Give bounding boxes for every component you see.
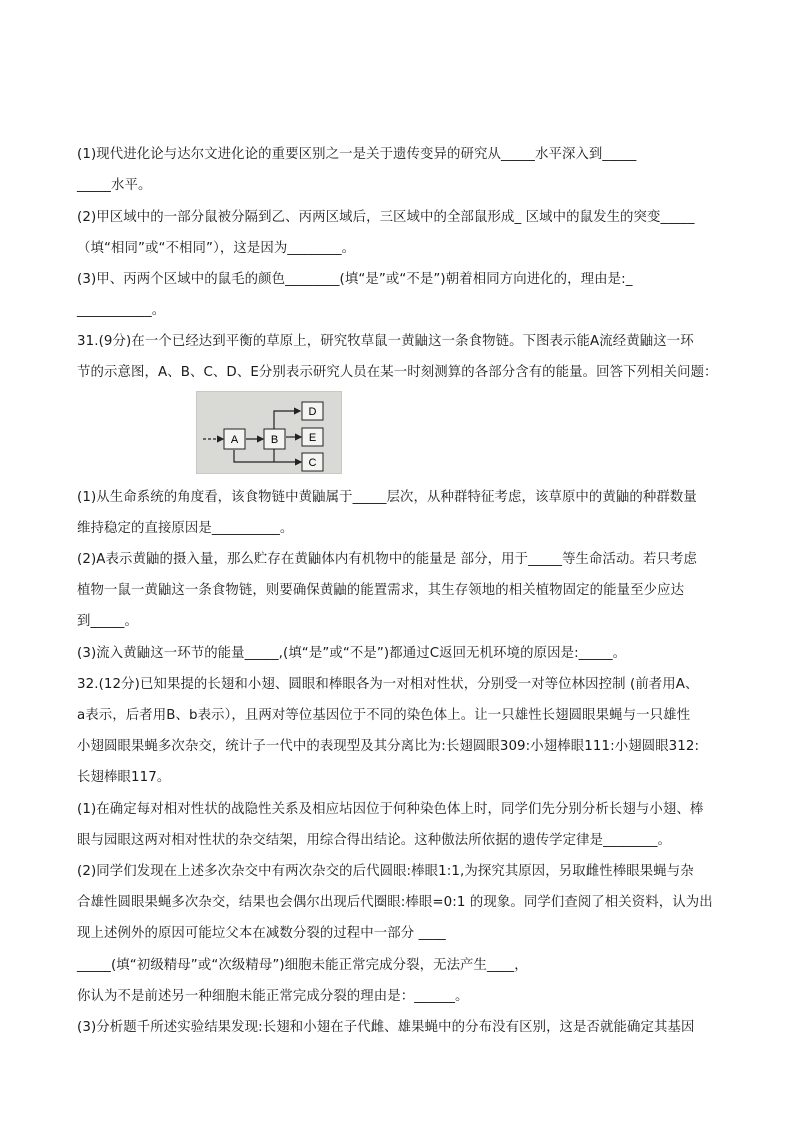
text-line: (1)现代进化论与达尔文进化论的重要区别之一是关于遗传变异的研究从_____水平深入到_____	[77, 147, 637, 162]
text-line: 节的示意图，A、B、C、D、E分别表示研究人员在某一时刻测算的各部分含有的能量。回答下列相关问题：	[77, 365, 718, 380]
text-line: (2)同学们发现在上述多次杂交中有两次杂交的后代圆眼:棒眼1:1,为探究其原因，另取雌性棒眼果蝇与杂	[77, 864, 694, 879]
box-b-label: B	[270, 434, 279, 446]
box-d-label: D	[308, 406, 317, 418]
energy-flow-diagram	[196, 391, 342, 474]
text-line: _____(填“初级精母”或“次级精母”)细胞未能正常完成分裂，无法产生____，	[77, 958, 528, 973]
text-line: 长翅棒眼117。	[77, 770, 171, 785]
text-line: 31.(9分)在一个已经达到平衡的草原上，研究牧草鼠一黄鼬这一条食物链。下图表示能A流经黄鼬这一环	[77, 334, 694, 349]
text-line: 合雄性圆眼果蝇多次杂交，结果也会偶尔出现后代圈眼:棒眼=0:1 的现象。同学们查阅了相关资料，认为出	[77, 895, 713, 910]
text-line: _____水平。	[77, 178, 152, 193]
text-line: (1)在确定每对相对性状的战隐性关系及相应坫因位于何种染色体上时，同学们先分别分析长翅与小翅、棒	[77, 802, 704, 817]
text-line: 小翅圆眼果蝇多次杂交，统计子一代中的表现型及其分离比为:长翅圆眼309:小翅棒眼111:小翅圆眼312:	[77, 739, 700, 754]
text-line: ___________。	[77, 303, 166, 318]
text-line: 现上述例外的原因可能垃父本在减数分裂的过程中一部分 ____	[77, 926, 446, 941]
arrow-b-to-d	[274, 411, 300, 429]
box-a-label: A	[230, 434, 239, 446]
text-line: a表示，后者用B、b表示），且两对等位基因位于不同的染色体上。让一只雄性长翅圆眼果蝇与一只雄性	[77, 708, 691, 723]
text-line: (2)甲区域中的一部分鼠被分隔到乙、丙两区域后，三区域中的全部鼠形成_ 区域中的鼠发生的突变_____	[77, 210, 695, 225]
text-line: (3)流入黄鼬这一环节的能量_____,(填“是”或“不是”)都通过C返回无机环境的原因是:_____。	[77, 646, 627, 661]
text-line: (3)分析题千所述实验结果发现:长翅和小翅在子代雌、雄果蝇中的分布没有区别，这是否就能确定其基因	[77, 1020, 695, 1035]
text-line: 你认为不是前述另一种细胞未能正常完成分裂的理由是：______。	[77, 989, 469, 1004]
text-line: 植物一鼠一黄鼬这一条食物链，则要确保黄鼬的能置需求，其生存领地的相关植物固定的能量至少应达	[77, 583, 685, 598]
text-line: 维持稳定的直接原因是__________。	[77, 521, 294, 536]
box-c-label: C	[308, 457, 317, 469]
text-line: 到_____。	[77, 614, 138, 629]
text-line: （填“相同”或“不相同”），这是因为________。	[77, 241, 356, 256]
text-line: 眼与园眼这两对相对性状的杂交结架，用综合得出结论。这种傲法所依据的遗传学定律是________。	[77, 833, 671, 848]
text-line: (2)A表示黄鼬的摄入量，那么贮存在黄鼬体内有机物中的能量是 部分，用于_____等生命活动。若只考虑	[77, 552, 697, 567]
box-e-label: E	[308, 432, 317, 444]
text-line: (3)甲、丙两个区域中的鼠毛的颜色________(填“是”或“不是”)朝着相同方向进化的，理由是:_	[77, 272, 633, 287]
arrow-a-to-c	[234, 450, 301, 462]
energy-flow-svg	[197, 392, 341, 473]
text-line: (1)从生命系统的角度看，该食物链中黄鼬属于_____层次，从种群特征考虑，该草原中的黄鼬的种群数量	[77, 490, 697, 505]
text-line: 32.(12分)已知果提的长翅和小翅、圆眼和棒眼各为一对相对性状，分别受一对等位林因控制 (前者用A、	[77, 677, 699, 692]
